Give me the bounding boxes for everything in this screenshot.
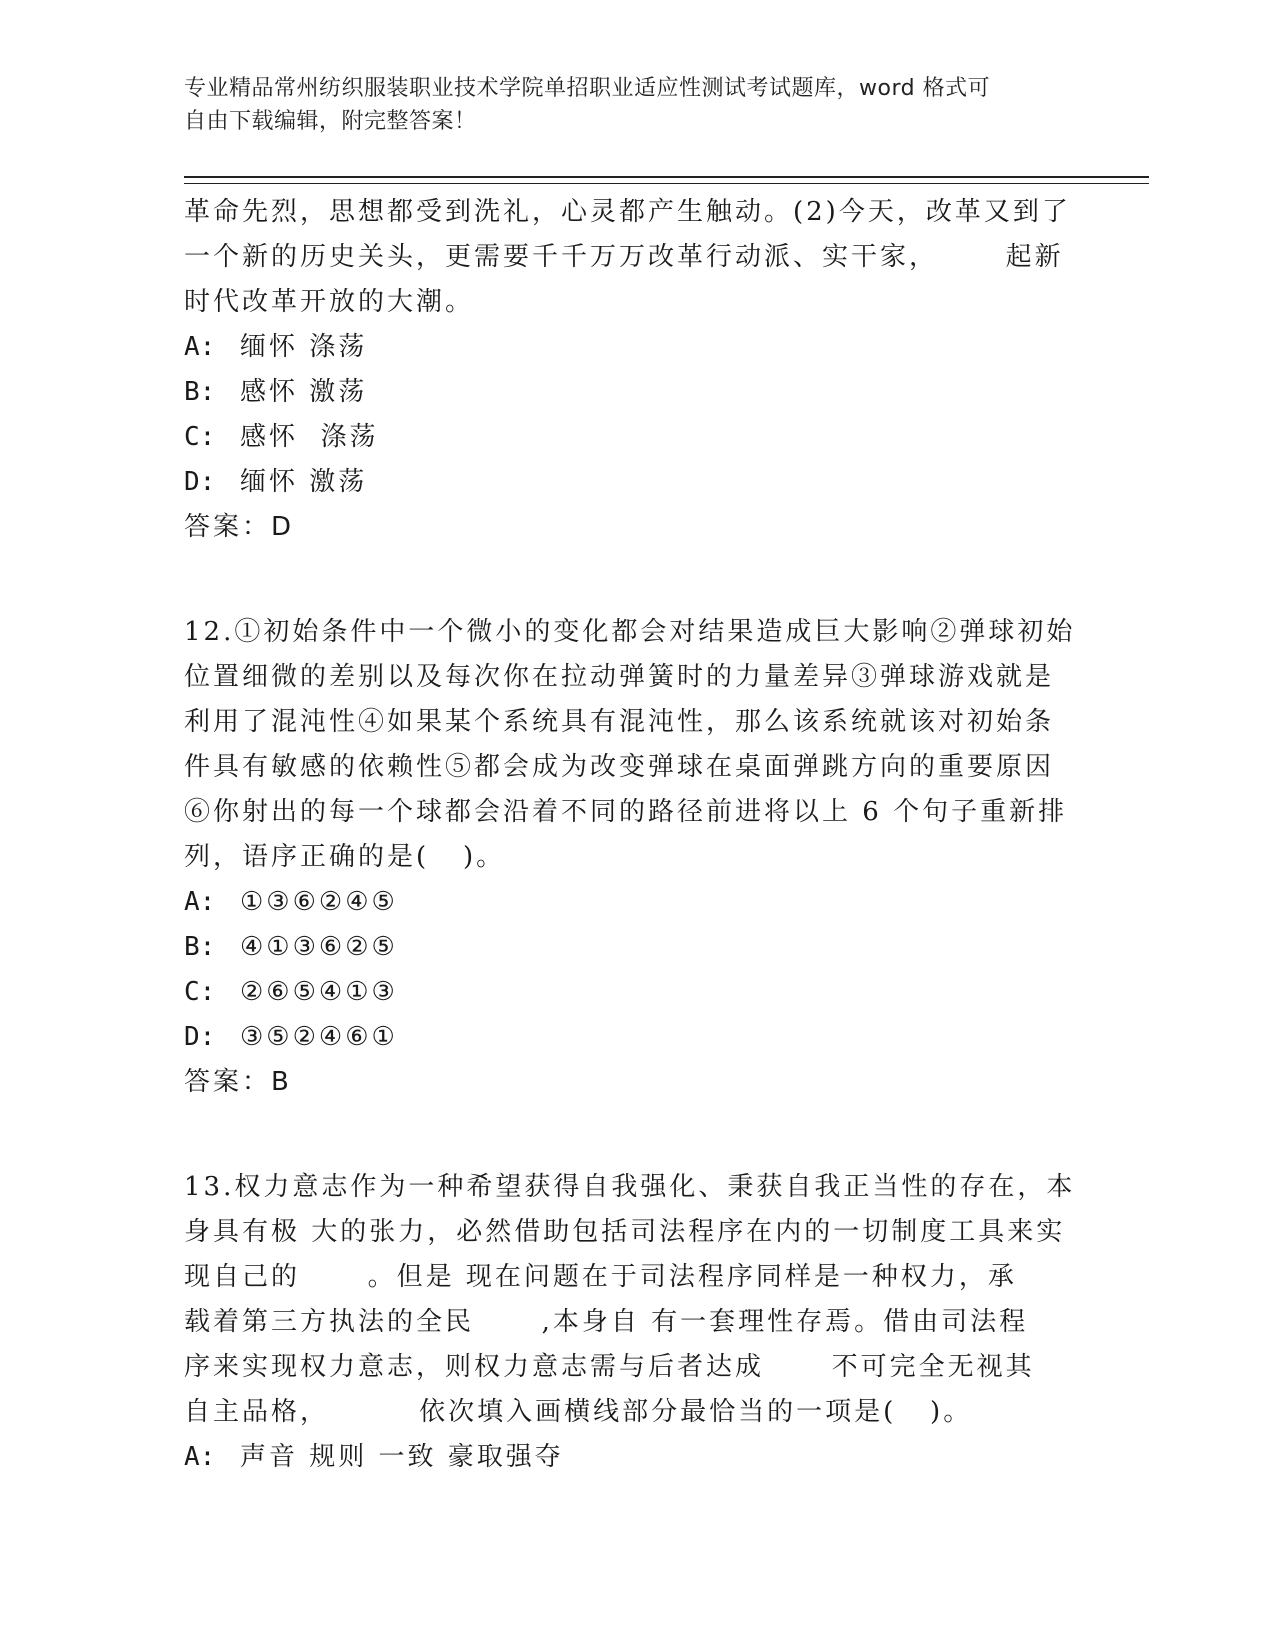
option-c (184, 415, 1064, 460)
option-text: ①③⑥②④⑤ (240, 887, 398, 917)
question-text-line: 现自己的 。但是 现在问题在于司法程序同样是一种权力，承 (184, 1262, 1017, 1292)
option-text: 缅怀 激荡 (240, 467, 368, 497)
option-label: A: (184, 332, 216, 362)
answer-line: 答案：B (184, 1067, 292, 1097)
option-a (184, 325, 1064, 370)
header-line-1: 专业精品常州纺织服装职业技术学院单招职业适应性测试考试题库，word 格式可 (184, 76, 991, 101)
question-text-line: 身具有极 大的张力，必然借助包括司法程序在内的一切制度工具来实 (184, 1217, 1066, 1247)
option-label: D: (184, 1022, 216, 1052)
question-text-line: 革命先烈，思想都受到洗礼，心灵都产生触动。(2)今天，改革又到了 (184, 197, 1071, 227)
option-text: 感怀 涤荡 (240, 422, 379, 452)
option-label: B: (184, 377, 216, 407)
option-label: D: (184, 467, 216, 497)
question-13 (184, 1165, 1076, 1480)
option-d (184, 460, 1064, 505)
spacer (184, 1105, 1064, 1165)
document-header (184, 72, 1074, 138)
option-label: A: (184, 1442, 216, 1472)
question-text-line: 列，语序正确的是( )。 (184, 842, 506, 872)
option-label: B: (184, 932, 216, 962)
answer-line: 答案：D (184, 512, 295, 542)
option-b (184, 370, 1064, 415)
question-text-line: ⑥你射出的每一个球都会沿着不同的路径前进将以上 6 个句子重新排 (184, 797, 1068, 827)
question-text-line: 利用了混沌性④如果某个系统具有混沌性，那么该系统就该对初始条 (184, 707, 1055, 737)
question-text-line: 一个新的历史关头，更需要千千万万改革行动派、实干家， 起新 (184, 242, 1064, 272)
question-text-line: 序来实现权力意志，则权力意志需与后者达成 不可完全无视其 (184, 1352, 1035, 1382)
question-text-line: 12.①初始条件中一个微小的变化都会对结果造成巨大影响②弹球初始 (184, 617, 1076, 647)
option-text: 感怀 激荡 (240, 377, 368, 407)
header-rule-thin (184, 183, 1149, 184)
option-text: ④①③⑥②⑤ (240, 932, 398, 962)
option-a (184, 880, 1064, 925)
option-text: 声音 规则 一致 豪取强夺 (240, 1442, 564, 1472)
option-label: C: (184, 422, 216, 452)
question-text-line: 位置细微的差别以及每次你在拉动弹簧时的力量差异③弹球游戏就是 (184, 662, 1055, 692)
option-text: ③⑤②④⑥① (240, 1022, 398, 1052)
option-label: A: (184, 887, 216, 917)
spacer (184, 550, 1064, 610)
option-text: 缅怀 涤荡 (240, 332, 368, 362)
question-text-line: 时代改革开放的大潮。 (184, 287, 475, 317)
document-body (184, 190, 1076, 1480)
question-11-continued (184, 190, 1071, 550)
option-b (184, 925, 1064, 970)
question-text-line: 13.权力意志作为一种希望获得自我强化、秉获自我正当性的存在，本 (184, 1172, 1076, 1202)
option-text: ②⑥⑤④①③ (240, 977, 398, 1007)
question-12 (184, 610, 1076, 1105)
option-a (184, 1435, 1064, 1480)
question-text-line: 载着第三方执法的全民 ,本身自 有一套理性存焉。借由司法程 (184, 1307, 1029, 1337)
option-label: C: (184, 977, 216, 1007)
header-rule-thick (184, 176, 1149, 178)
option-d (184, 1015, 1064, 1060)
question-text-line: 自主品格， 依次填入画横线部分最恰当的一项是( )。 (184, 1397, 973, 1427)
option-c (184, 970, 1064, 1015)
header-line-2: 自由下载编辑，附完整答案！ (184, 109, 477, 134)
question-text-line: 件具有敏感的依赖性⑤都会成为改变弹球在桌面弹跳方向的重要原因 (184, 752, 1055, 782)
